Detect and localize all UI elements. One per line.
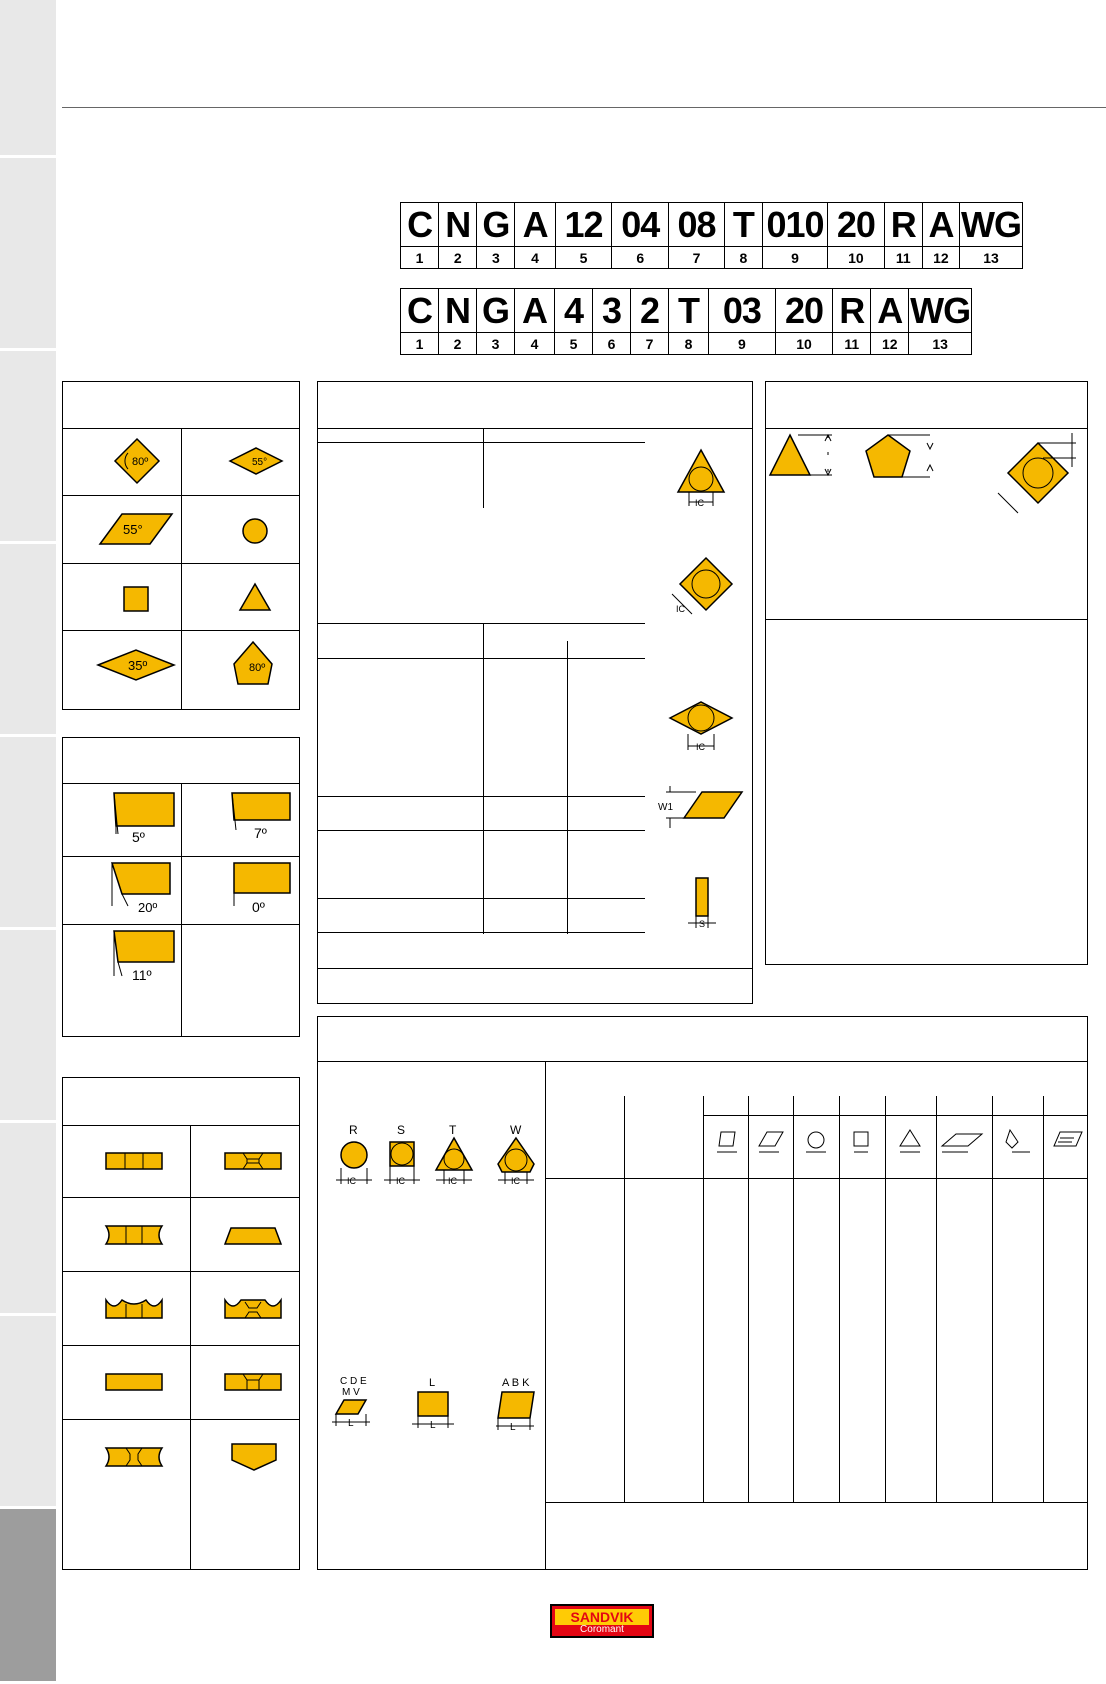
- sidebar-tab-2[interactable]: [0, 158, 56, 351]
- type-G-icon: [104, 1298, 164, 1320]
- type-X-icon: [104, 1446, 164, 1468]
- code-position: 10: [827, 247, 884, 269]
- code-letter: A: [922, 203, 959, 247]
- shape-S-icon: [122, 585, 150, 613]
- ic-label-3: IC: [696, 742, 705, 752]
- t-label: T: [449, 1123, 457, 1137]
- type-W-icon: [223, 1372, 283, 1392]
- code-position: 3: [477, 247, 515, 269]
- logo-sub: Coromant: [580, 1624, 624, 1635]
- col-icon-4: [850, 1130, 874, 1156]
- code-position: 6: [612, 247, 669, 269]
- ic-trigon-icon: [494, 1124, 540, 1188]
- code-position: 5: [555, 247, 612, 269]
- code-letter: 08: [669, 203, 725, 247]
- ic-square-dim-icon: [988, 433, 1078, 523]
- code-letter: 4: [555, 289, 593, 333]
- abk-label: A B K: [502, 1377, 530, 1389]
- col-icon-5: [896, 1128, 924, 1156]
- code-position: 7: [630, 333, 668, 355]
- code-letter: 20: [775, 289, 833, 333]
- code-letter: N: [439, 203, 477, 247]
- ic-triangle-icon: [676, 448, 726, 510]
- code-letter: 3: [592, 289, 630, 333]
- type-N-icon: [104, 1151, 164, 1171]
- ic-pentagon-icon: [864, 433, 934, 481]
- clearance-20-label: 20º: [138, 900, 158, 915]
- shape-80t-label: 80º: [249, 662, 266, 674]
- code-letter: 03: [709, 289, 776, 333]
- shape-35-label: 35º: [128, 658, 148, 673]
- code-position: 2: [439, 247, 477, 269]
- logo-brand: SANDVIK: [555, 1609, 649, 1625]
- col-icon-6: [940, 1130, 984, 1156]
- code-position: 4: [515, 247, 555, 269]
- ic-tri-dim-icon: [768, 433, 838, 481]
- cde-label: C D E: [340, 1376, 367, 1387]
- code-position: 9: [763, 247, 828, 269]
- code-letter: 20: [827, 203, 884, 247]
- shape-V-icon: [96, 648, 176, 682]
- sidebar-tab-6[interactable]: [0, 930, 56, 1123]
- code-letter: WG: [961, 203, 1021, 245]
- sidebar-tab-4[interactable]: [0, 544, 56, 737]
- ic-w-label: IC: [511, 1176, 520, 1186]
- len-para-icon: [330, 1374, 380, 1434]
- ic-round-icon: [334, 1124, 376, 1188]
- code-letter: 010: [763, 203, 828, 247]
- ic-s-label: IC: [396, 1176, 405, 1186]
- l-head-label: L: [429, 1377, 436, 1389]
- code-letter: N: [438, 289, 476, 333]
- code-letter: A: [514, 289, 554, 333]
- code-position: 11: [833, 333, 871, 355]
- code-position: 3: [476, 333, 514, 355]
- clearance-11-label: 11º: [132, 967, 152, 983]
- code-position: 8: [724, 247, 762, 269]
- code-position: 1: [401, 333, 439, 355]
- clearance-5-icon: [96, 790, 186, 850]
- code-metric: [400, 202, 1023, 269]
- w1-label: W1: [658, 802, 673, 813]
- type-H-icon: [223, 1224, 283, 1246]
- code-letter: R: [884, 203, 922, 247]
- ic-r-label: IC: [347, 1176, 356, 1186]
- code-position: 5: [555, 333, 593, 355]
- sidebar-tab-5[interactable]: [0, 737, 56, 930]
- shape-55-label: 55°: [123, 522, 143, 537]
- code-letter: 2: [630, 289, 668, 333]
- sandvik-logo: [550, 1604, 654, 1638]
- type-A-icon: [223, 1151, 283, 1171]
- sidebar-tab-7[interactable]: [0, 1123, 56, 1316]
- len-rect-icon: [494, 1374, 544, 1434]
- code-letter: C: [401, 289, 439, 333]
- clearance-5-label: 5º: [132, 829, 145, 845]
- len-square-icon: [410, 1374, 460, 1434]
- thickness-icon: [688, 876, 728, 932]
- l-label-3: L: [510, 1422, 516, 1433]
- ic-tri-icon: [432, 1124, 476, 1188]
- w-label: W: [510, 1123, 522, 1137]
- shape-C-icon: [112, 437, 162, 485]
- shape-R-icon: [241, 517, 269, 545]
- w1-icon: [656, 786, 746, 836]
- code-position: 13: [960, 247, 1023, 269]
- clearance-20-icon: [96, 860, 186, 920]
- s-shape-label: S: [397, 1123, 406, 1137]
- col-icon-8: [1050, 1128, 1084, 1156]
- code-letter: A: [871, 289, 909, 333]
- code-position: 6: [592, 333, 630, 355]
- col-icon-2: [757, 1130, 785, 1156]
- code-position: 2: [438, 333, 476, 355]
- type-T-icon: [223, 1298, 283, 1320]
- code-position: 11: [884, 247, 922, 269]
- col-icon-3: [804, 1130, 828, 1156]
- ic-rhombus-icon: [668, 700, 734, 756]
- code-position: 12: [871, 333, 909, 355]
- shape-D-icon: [228, 445, 284, 477]
- ic-t-label: IC: [448, 1176, 457, 1186]
- code-letter: A: [515, 203, 555, 247]
- clearance-0-icon: [216, 860, 296, 920]
- code-position: 1: [401, 247, 439, 269]
- code-position: 13: [909, 333, 972, 355]
- shape-80-label: 80º: [132, 456, 149, 468]
- ic-label-1: IC: [695, 498, 704, 508]
- sidebar-tab-active[interactable]: [0, 1509, 56, 1684]
- header-rule: [62, 107, 1106, 108]
- code-letter: 04: [612, 203, 669, 247]
- clearance-0-label: 0º: [252, 899, 265, 915]
- l-label-2: L: [430, 1420, 436, 1431]
- code-letter: T: [724, 203, 762, 247]
- shape-T-icon: [238, 582, 272, 612]
- col-icon-7: [1000, 1128, 1034, 1156]
- type-plain-icon: [104, 1372, 164, 1392]
- clearance-11-icon: [96, 928, 186, 994]
- code-letter: 12: [555, 203, 612, 247]
- code-inch: [400, 288, 972, 355]
- type-M-icon: [104, 1224, 164, 1246]
- code-letter: WG: [910, 289, 971, 331]
- code-letter: G: [477, 203, 515, 247]
- code-position: 7: [669, 247, 725, 269]
- code-letter: R: [833, 289, 871, 333]
- col-icon-1: [715, 1130, 739, 1156]
- ic-diamond-icon: [668, 556, 734, 622]
- shape-55s-label: 55°: [252, 457, 268, 468]
- ic-label-2: IC: [676, 604, 685, 614]
- code-position: 12: [922, 247, 959, 269]
- code-position: 9: [709, 333, 776, 355]
- sidebar-tab-3[interactable]: [0, 351, 56, 544]
- r-label: R: [349, 1123, 358, 1137]
- shape-parallelogram-icon: [98, 512, 174, 546]
- type-special-icon: [230, 1442, 278, 1472]
- l-label-1: L: [348, 1418, 354, 1429]
- code-letter: C: [401, 203, 439, 247]
- code-position: 10: [775, 333, 833, 355]
- code-position: 8: [668, 333, 708, 355]
- clearance-7-label: 7º: [254, 825, 267, 841]
- s-label: S: [699, 919, 706, 929]
- code-position: 4: [514, 333, 554, 355]
- code-letter: T: [668, 289, 708, 333]
- sidebar-tab-8[interactable]: [0, 1316, 56, 1509]
- mv-label: M V: [342, 1387, 360, 1398]
- code-letter: G: [476, 289, 514, 333]
- ic-sq-icon: [382, 1124, 422, 1188]
- shape-W-icon: [232, 640, 274, 686]
- clearance-7-icon: [216, 790, 296, 850]
- sidebar-tab-1[interactable]: [0, 0, 56, 158]
